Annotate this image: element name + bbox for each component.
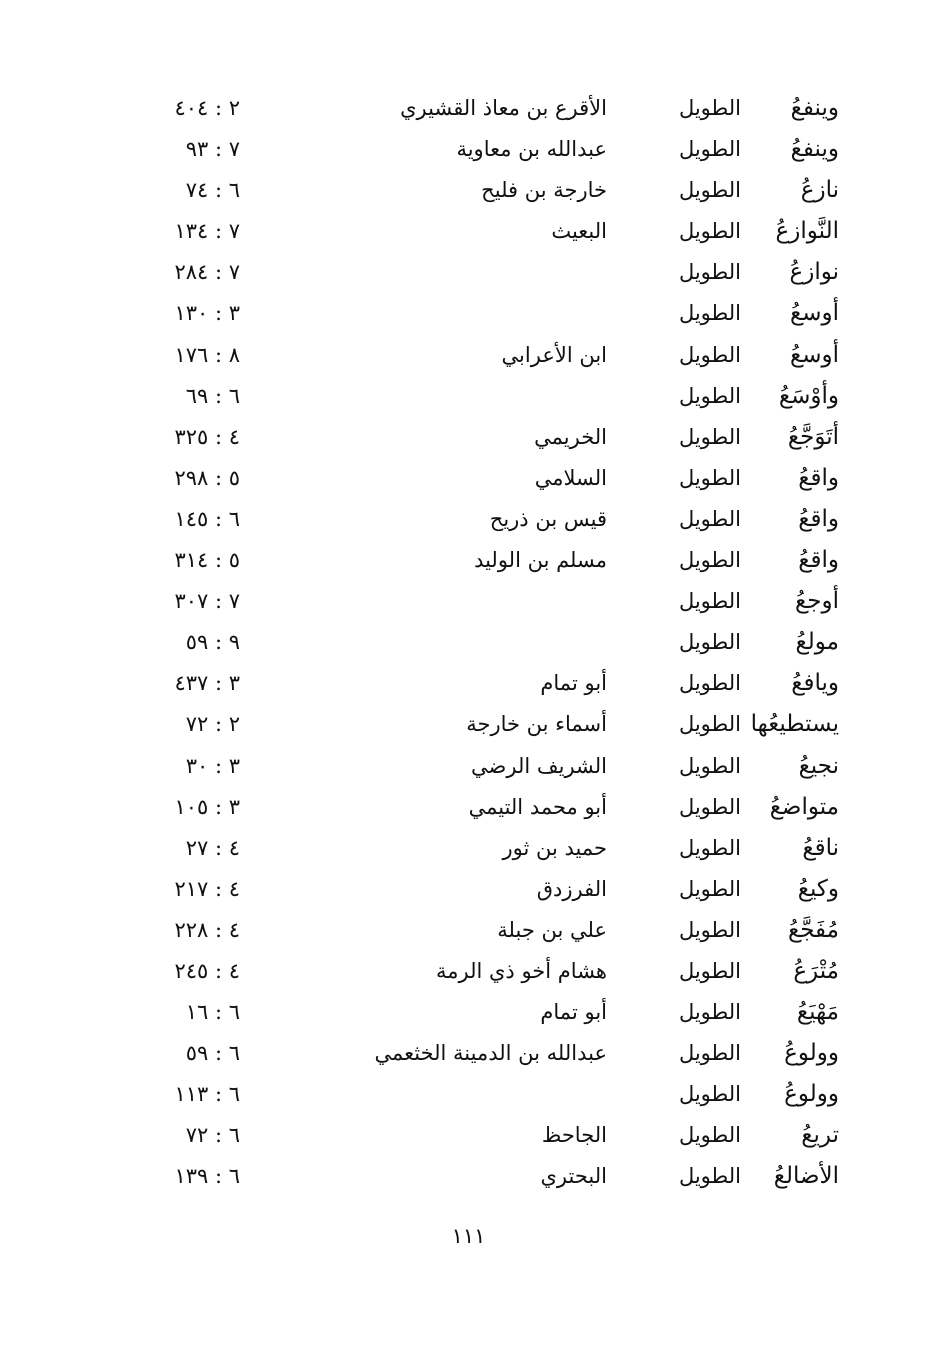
volume-page-reference: ٦ : ١٤٥ <box>174 506 240 531</box>
meter-name: الطويل <box>678 630 741 655</box>
index-row <box>0 828 937 869</box>
index-row <box>0 540 937 581</box>
rhyme-word: وكيعُ <box>797 875 839 902</box>
poet-name <box>307 376 607 417</box>
poet-name: الشريف الرضي <box>471 753 607 778</box>
index-row <box>0 704 937 745</box>
rhyme-word: أوسعُ <box>789 341 839 368</box>
meter-name: الطويل <box>678 753 741 778</box>
index-row <box>0 88 937 129</box>
index-row <box>0 910 937 951</box>
index-row <box>0 252 937 293</box>
rhyme-word: متواضعُ <box>769 793 839 820</box>
index-row <box>0 335 937 376</box>
volume-page-reference: ٣ : ١٠٥ <box>174 794 240 819</box>
meter-name: الطويل <box>678 137 741 162</box>
index-row <box>0 1115 937 1156</box>
meter-name: الطويل <box>678 712 741 737</box>
index-row <box>0 458 937 499</box>
rhyme-word: الأضالعُ <box>773 1163 839 1190</box>
volume-page-reference: ٧ : ٣٠٧ <box>174 589 240 614</box>
poet-name: البعيث <box>551 219 607 244</box>
poet-name: مسلم بن الوليد <box>474 548 607 573</box>
volume-page-reference: ٢ : ٤٠٤ <box>174 96 240 120</box>
poet-name: عبدالله بن الدمينة الخثعمي <box>374 1041 607 1066</box>
meter-name: الطويل <box>678 301 741 326</box>
rhyme-word: وولوعُ <box>784 1040 839 1067</box>
meter-name: الطويل <box>678 96 741 120</box>
rhyme-word: ويافعُ <box>791 670 839 697</box>
index-row <box>0 622 937 663</box>
meter-name: الطويل <box>678 1123 741 1148</box>
volume-page-reference: ٤ : ٢٧ <box>185 835 240 860</box>
poet-name: الخريمي <box>534 424 607 449</box>
volume-page-reference: ٧ : ٩٣ <box>185 137 240 162</box>
meter-name: الطويل <box>678 506 741 531</box>
poet-name <box>307 581 607 622</box>
index-row <box>0 951 937 992</box>
rhyme-word: النَّوازعُ <box>775 218 839 245</box>
index-row <box>0 663 937 704</box>
meter-name: الطويل <box>678 465 741 490</box>
volume-page-reference: ٧ : ١٣٤ <box>174 219 240 244</box>
poet-name: علي بن جبلة <box>497 917 607 942</box>
rhyme-word: نوازعُ <box>789 259 839 286</box>
index-row <box>0 499 937 540</box>
poet-name: السلامي <box>534 465 607 490</box>
poet-name: خارجة بن فليح <box>481 178 607 203</box>
meter-name: الطويل <box>678 1164 741 1189</box>
poet-name <box>307 1074 607 1115</box>
index-row <box>0 746 937 787</box>
volume-page-reference: ٦ : ١٣٩ <box>174 1164 240 1189</box>
volume-page-reference: ٤ : ٣٢٥ <box>174 424 240 449</box>
poet-name: الجاحظ <box>541 1123 607 1148</box>
index-row <box>0 581 937 622</box>
meter-name: الطويل <box>678 1041 741 1066</box>
rhyme-word: ناقعُ <box>802 834 839 861</box>
page-number: ١١١ <box>451 1224 486 1248</box>
volume-page-reference: ٧ : ٢٨٤ <box>174 260 240 285</box>
rhyme-word: أوجعُ <box>795 588 839 615</box>
rhyme-index-table <box>0 88 937 1198</box>
rhyme-word: واقعُ <box>798 464 839 491</box>
poet-name: عبدالله بن معاوية <box>456 137 607 162</box>
index-row <box>0 1033 937 1074</box>
poet-name: قيس بن ذريح <box>489 506 607 531</box>
rhyme-word: نازعُ <box>800 177 839 204</box>
index-row <box>0 211 937 252</box>
meter-name: الطويل <box>678 424 741 449</box>
rhyme-word: يستطيعُها <box>750 711 839 738</box>
meter-name: الطويل <box>678 917 741 942</box>
volume-page-reference: ٣ : ٤٣٧ <box>174 671 240 696</box>
poet-name: أسماء بن خارجة <box>466 712 607 737</box>
rhyme-word: مولعُ <box>795 629 839 656</box>
meter-name: الطويل <box>678 178 741 203</box>
index-row <box>0 129 937 170</box>
meter-name: الطويل <box>678 1000 741 1025</box>
volume-page-reference: ٦ : ٧٤ <box>185 178 240 203</box>
meter-name: الطويل <box>678 219 741 244</box>
volume-page-reference: ٦ : ١٦ <box>185 1000 240 1025</box>
index-row <box>0 417 937 458</box>
rhyme-word: مُتْرَعُ <box>793 957 839 984</box>
poet-name: حميد بن ثور <box>502 835 607 860</box>
volume-page-reference: ٩ : ٥٩ <box>185 630 240 655</box>
poet-name: أبو تمام <box>540 671 607 696</box>
meter-name: الطويل <box>678 342 741 367</box>
poet-name <box>307 293 607 334</box>
meter-name: الطويل <box>678 835 741 860</box>
meter-name: الطويل <box>678 958 741 983</box>
index-row <box>0 170 937 211</box>
rhyme-word: واقعُ <box>798 547 839 574</box>
index-row <box>0 992 937 1033</box>
rhyme-word: وولوعُ <box>784 1081 839 1108</box>
volume-page-reference: ٦ : ٧٢ <box>185 1123 240 1148</box>
poet-name <box>307 622 607 663</box>
meter-name: الطويل <box>678 1082 741 1107</box>
rhyme-word: أتَوَجَّعُ <box>787 423 839 450</box>
meter-name: الطويل <box>678 589 741 614</box>
poet-name: الأقرع بن معاذ القشيري <box>400 96 607 120</box>
volume-page-reference: ٣ : ١٣٠ <box>174 301 240 326</box>
volume-page-reference: ٣ : ٣٠ <box>185 753 240 778</box>
index-row <box>0 1156 937 1197</box>
rhyme-word: مَهْيَعُ <box>796 999 839 1026</box>
poet-name: أبو تمام <box>540 1000 607 1025</box>
meter-name: الطويل <box>678 383 741 408</box>
meter-name: الطويل <box>678 260 741 285</box>
rhyme-word: وينفعُ <box>790 136 839 163</box>
index-row <box>0 869 937 910</box>
volume-page-reference: ٥ : ٢٩٨ <box>174 465 240 490</box>
volume-page-reference: ٤ : ٢١٧ <box>174 876 240 901</box>
volume-page-reference: ٤ : ٢٤٥ <box>174 958 240 983</box>
volume-page-reference: ٥ : ٣١٤ <box>174 548 240 573</box>
rhyme-word: نجيعُ <box>798 752 839 779</box>
poet-name: الفرزدق <box>536 876 607 901</box>
poet-name: أبو محمد التيمي <box>468 794 607 819</box>
volume-page-reference: ٢ : ٧٢ <box>185 712 240 737</box>
volume-page-reference: ٤ : ٢٢٨ <box>174 917 240 942</box>
poet-name: هشام أخو ذي الرمة <box>435 958 607 983</box>
volume-page-reference: ٦ : ١١٣ <box>174 1082 240 1107</box>
index-row <box>0 787 937 828</box>
index-row <box>0 376 937 417</box>
index-row <box>0 1074 937 1115</box>
meter-name: الطويل <box>678 876 741 901</box>
volume-page-reference: ٦ : ٥٩ <box>185 1041 240 1066</box>
poet-name: البحتري <box>540 1164 607 1189</box>
rhyme-word: واقعُ <box>798 505 839 532</box>
rhyme-word: تريعُ <box>801 1122 839 1149</box>
rhyme-word: أوسعُ <box>789 300 839 327</box>
index-row <box>0 293 937 334</box>
poet-name <box>307 252 607 293</box>
poet-name: ابن الأعرابي <box>501 342 607 367</box>
volume-page-reference: ٦ : ٦٩ <box>185 383 240 408</box>
rhyme-word: وينفعُ <box>790 95 839 121</box>
meter-name: الطويل <box>678 794 741 819</box>
meter-name: الطويل <box>678 671 741 696</box>
volume-page-reference: ٨ : ١٧٦ <box>174 342 240 367</box>
rhyme-word: وأوْسَعُ <box>778 382 839 409</box>
meter-name: الطويل <box>678 548 741 573</box>
rhyme-word: مُفَجَّعُ <box>787 916 839 943</box>
